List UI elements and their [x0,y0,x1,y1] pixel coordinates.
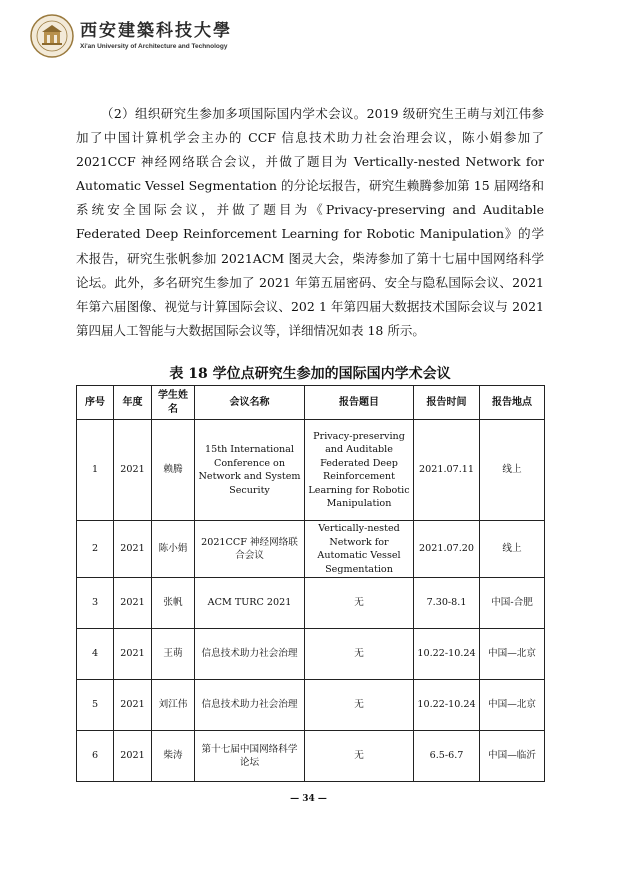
page-number: — 34 — [290,794,327,804]
body-paragraph [76,102,544,343]
cell-report-title: 无 [305,629,414,680]
header-year: 年度 [114,386,152,420]
cell-report-time: 10.22-10.24 [414,680,480,731]
cell-report-title: 无 [305,731,414,782]
table-row [77,578,545,629]
cell-index: 3 [77,578,114,629]
cell-index: 2 [77,521,114,578]
conference-table [76,385,545,782]
university-logo-icon [30,14,74,58]
header-report-location: 报告地点 [480,386,545,420]
cell-report-location: 中国-合肥 [480,578,545,629]
cell-report-time: 10.22-10.24 [414,629,480,680]
cell-index: 1 [77,420,114,521]
table-header-row [77,386,545,420]
cell-report-title: Vertically-nested Network for Automatic Vessel Segmentation [305,521,414,578]
cell-report-title: 无 [305,578,414,629]
cell-report-title: Privacy-preserving and Auditable Federated Deep Reinforcement Learning for Robotic Manipulation [305,420,414,521]
cell-report-location: 线上 [480,521,545,578]
cell-index: 4 [77,629,114,680]
cell-year: 2021 [114,578,152,629]
cell-student: 刘江伟 [152,680,195,731]
cell-index: 6 [77,731,114,782]
cell-year: 2021 [114,420,152,521]
cell-index: 5 [77,680,114,731]
cell-year: 2021 [114,680,152,731]
header-report-title: 报告题目 [305,386,414,420]
cell-year: 2021 [114,521,152,578]
table-caption: 表 18 学位点研究生参加的国际国内学术会议 [169,366,451,382]
cell-year: 2021 [114,731,152,782]
cell-conference: 15th International Conference on Network and System Security [195,420,305,521]
university-name-cn: 西安建築科技大學 [80,21,232,41]
cell-student: 柴涛 [152,731,195,782]
table-row [77,680,545,731]
cell-report-location: 线上 [480,420,545,521]
cell-conference: 2021CCF 神经网络联合会议 [195,521,305,578]
cell-report-location: 中国—北京 [480,629,545,680]
university-name-en: Xi'an University of Architecture and Technology [80,43,228,50]
cell-report-title: 无 [305,680,414,731]
table-row [77,731,545,782]
table-row [77,521,545,578]
cell-student: 王萌 [152,629,195,680]
cell-report-time: 7.30-8.1 [414,578,480,629]
header-student: 学生姓名 [152,386,195,420]
header-conference: 会议名称 [195,386,305,420]
cell-student: 赖腾 [152,420,195,521]
header-report-time: 报告时间 [414,386,480,420]
cell-report-time: 2021.07.11 [414,420,480,521]
cell-report-time: 2021.07.20 [414,521,480,578]
cell-conference: ACM TURC 2021 [195,578,305,629]
table-row [77,420,545,521]
cell-student: 陈小娟 [152,521,195,578]
cell-year: 2021 [114,629,152,680]
header-index: 序号 [77,386,114,420]
cell-student: 张帆 [152,578,195,629]
table-row [77,629,545,680]
cell-conference: 信息技术助力社会治理 [195,680,305,731]
paragraph-text: （2）组织研究生参加多项国际国内学术会议。2019 级研究生王萌与刘江伟参加了中国计算机学会主办的 CCF 信息技术助力社会治理会议，陈小娟参加了 2021CCF 神经网络联合会议，并做了题目为 Vertically-nested Network for Automatic Vessel Segmentation 的分论坛报告，研究生赖腾参加第 15 届网络和系统安全国际会议，并做了题目为《Privacy-preserving and Auditable Federated Deep Reinforcement Learning for Robotic Manipulation》的学术报告，研究生张帆参加 2021ACM 图灵大会，柴涛参加了第十七届中国网络科学论坛。此外，多名研究生参加了 2021 年第五届密码、安全与隐私国际会议、2021 年第六届图像、视觉与计算国际会议、202 1 年第四届大数据技术国际会议与 2021 第四届人工智能与大数据国际会议等，详细情况如表 18 所示。 [76,106,544,338]
cell-conference: 信息技术助力社会治理 [195,629,305,680]
cell-report-time: 6.5-6.7 [414,731,480,782]
cell-report-location: 中国—北京 [480,680,545,731]
page-header [30,12,232,60]
cell-conference: 第十七届中国网络科学论坛 [195,731,305,782]
cell-report-location: 中国—临沂 [480,731,545,782]
